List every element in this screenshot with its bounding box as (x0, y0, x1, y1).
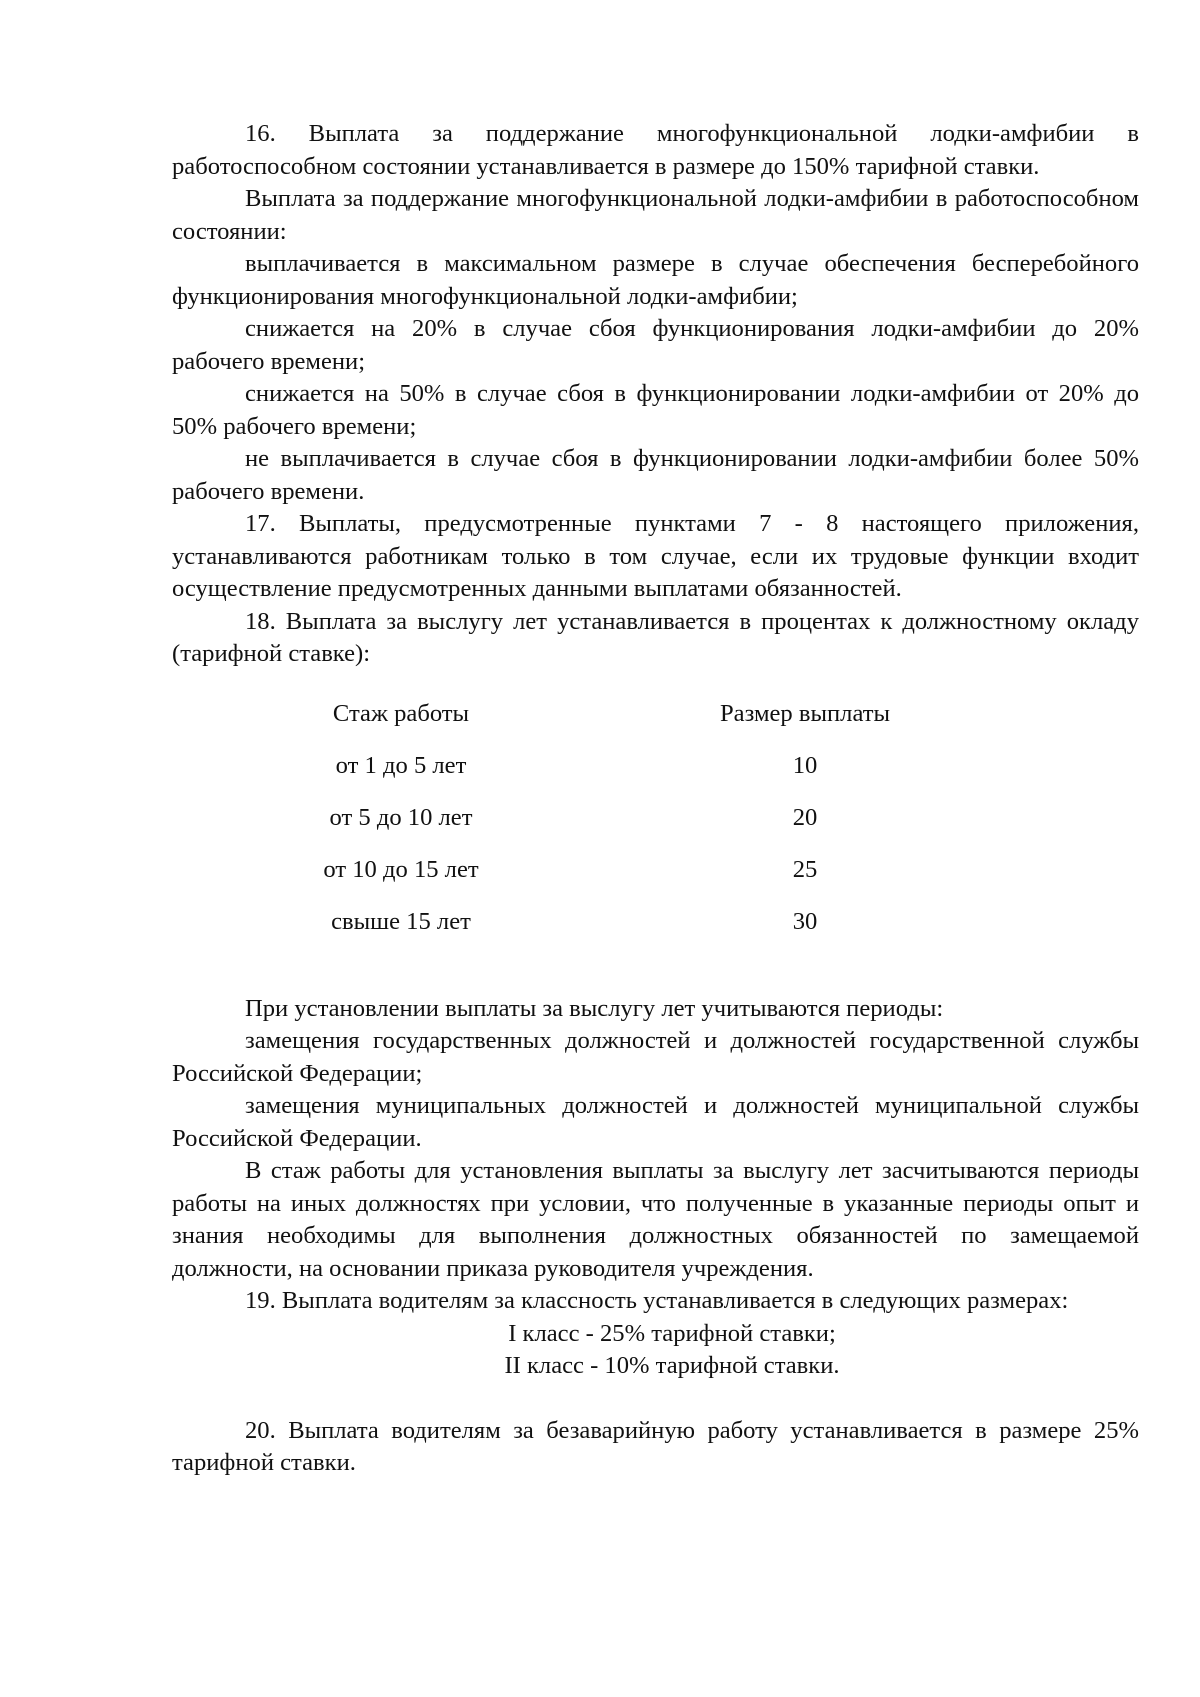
paragraph-municipal-positions: замещения муниципальных должностей и должностей муниципальной службы Российской Федерации. (172, 1092, 1139, 1152)
table-cell-payment: 25 (792, 855, 818, 883)
table-cell-experience: от 5 до 10 лет (329, 803, 473, 831)
paragraph-reduce-20: снижается на 20% в случае сбоя функционирования лодки-амфибии до 20% рабочего времени; (172, 315, 1139, 375)
table-row (172, 750, 1139, 782)
paragraph-20: 20. Выплата водителям за безаварийную работу устанавливается в размере 25% тарифной ставки. (172, 1416, 1139, 1476)
class-line-2: II класс - 10% тарифной ставки. (504, 1352, 840, 1379)
paragraph-periods-intro: При установлении выплаты за выслугу лет учитываются периоды: (245, 994, 944, 1022)
seniority-table (172, 698, 1139, 980)
table-header-payment: Размер выплаты (719, 699, 890, 727)
document-page (172, 118, 1139, 1480)
paragraph-not-paid: не выплачивается в случае сбоя в функционировании лодки-амфибии более 50% рабочего времени. (172, 445, 1139, 505)
paragraph-max-payment: выплачивается в максимальном размере в случае обеспечения бесперебойного функционирования многофункциональной лодки-амфибии; (172, 250, 1139, 310)
spacer (172, 1383, 1139, 1415)
table-cell-payment: 10 (792, 751, 818, 779)
table-cell-experience: от 10 до 15 лет (323, 855, 479, 883)
table-cell-payment: 20 (792, 803, 818, 831)
table-cell-experience: от 1 до 5 лет (335, 751, 467, 779)
table-row (172, 906, 1139, 938)
paragraph-boat-maintenance: Выплата за поддержание многофункциональной лодки-амфибии в работоспособном состоянии: (172, 185, 1139, 245)
table-row (172, 802, 1139, 834)
paragraph-reduce-50: снижается на 50% в случае сбоя в функционировании лодки-амфибии от 20% до 50% рабочего времени; (172, 380, 1139, 440)
table-header-row (172, 698, 1139, 730)
table-cell-payment: 30 (792, 907, 818, 935)
table-cell-experience: свыше 15 лет (331, 907, 471, 935)
paragraph-19: 19. Выплата водителям за классность устанавливается в следующих размерах: (245, 1287, 1069, 1314)
table-row (172, 854, 1139, 886)
paragraph-16: 16. Выплата за поддержание многофункциональной лодки-амфибии в работоспособном состоянии устанавливается в размере до 150% тарифной ставки. (172, 120, 1139, 180)
paragraph-experience-credit: В стаж работы для установления выплаты за выслугу лет засчитываются периоды работы на иных должностях при условии, что полученные в указанные периоды опыт и знания необходимы для выполнения должностных обязанностей по замещаемой должности, на основании приказа руководителя учреждения. (172, 1157, 1139, 1282)
table-header-experience: Стаж работы (332, 699, 470, 727)
class-line-1: I класс - 25% тарифной ставки; (508, 1319, 836, 1347)
paragraph-18: 18. Выплата за выслугу лет устанавливается в процентах к должностному окладу (тарифной ставке): (172, 607, 1139, 667)
paragraph-state-positions: замещения государственных должностей и должностей государственной службы Российской Федерации; (172, 1027, 1139, 1087)
paragraph-17: 17. Выплаты, предусмотренные пунктами 7 - 8 настоящего приложения, устанавливаются работникам только в том случае, если их трудовые функции входит осуществление предусмотренных данными выплатами обязанностей. (172, 510, 1139, 602)
